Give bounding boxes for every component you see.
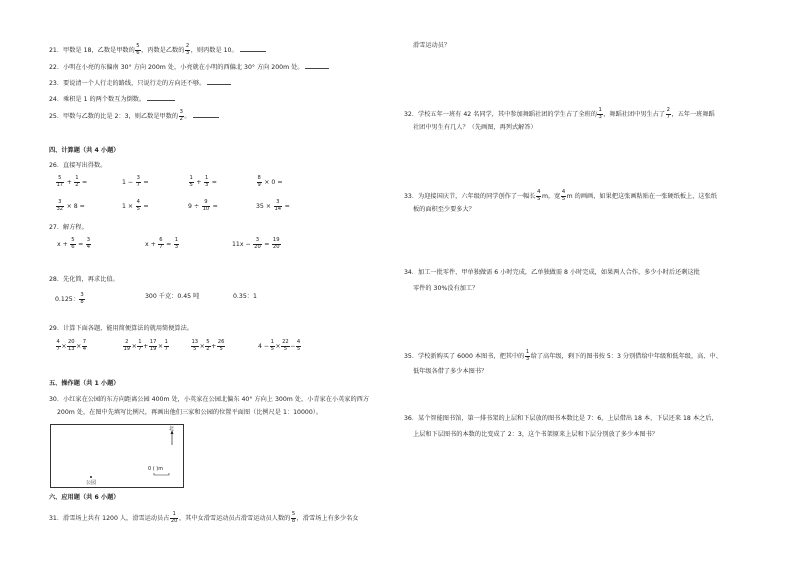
- ratio-item: 0.35：1: [233, 293, 257, 300]
- question-33-line1: 33．为迎接国庆节，六年级的同学创作了一幅长 $\frac{4}{5}$ m，宽 $\frac{4}{5}$ m 的画画，如果把这张画粘贴在一张硬纸板上，这张纸: [404, 189, 717, 202]
- map-svg: [51, 425, 183, 487]
- calc-item: 1 × $\frac{4}{5}$ =: [122, 199, 149, 212]
- answer-blank[interactable]: [240, 45, 266, 52]
- calc-item: $\frac{2}{19}$ × $\frac{1}{7}$ + $\frac{17}{19}$ × $\frac{1}{7}$: [123, 339, 168, 352]
- question-34-line1: 34．加工一批零件，甲单独做需 6 小时完成，乙单独做需 8 小时完成，如果两人合作，多少小时后还剩这批: [404, 269, 700, 276]
- question-31: 31．滑雪场上共有 1200 人，滑雪运动员占 $\frac{1}{20}$ ，其中女滑雪运动员占滑雪运动员人数的 $\frac{5}{8}$ ，滑雪场上有多少名女: [49, 511, 359, 524]
- section-heading-4: 四、计算题（共 4 小题）: [49, 147, 120, 154]
- question-27: 27．解方程。: [49, 224, 88, 231]
- answer-blank[interactable]: [193, 111, 219, 118]
- question-30-line2: 200m 处，在图中先填写比例尺，再画出他们三家和公园的位置平面图（比例尺是 1：10000）。: [57, 409, 323, 416]
- question-35-line2: 低年级各借了多少本图书？: [413, 368, 488, 375]
- scale-bar: [154, 473, 169, 475]
- question-36-line1: 36．某个智能图书馆，第一排书架的上层和下层放的图书本数比是 7：6，上层借出 18 本，下层还来 18 本之后，: [404, 415, 718, 422]
- calc-item: 9 ÷ $\frac{9}{10}$ =: [188, 199, 218, 212]
- park-label: 公园: [86, 480, 97, 486]
- question-22: 22．小明在小亮的东偏南 30° 方向 200m 处，小亮就在小明的西偏北 30° 方向 200m 处。: [49, 62, 329, 72]
- question-32-line1: 32．学校五年一班有 42 名同学，其中参加舞蹈社团的学生占了全班的 $\frac{1}{3}$ ，舞蹈社团中男生占了 $\frac{2}{7}$ ，五年一班舞蹈: [404, 107, 715, 120]
- question-29: 29．计算下面各题，能用简便算法的就用简便算法。: [49, 325, 193, 332]
- fraction: $\frac{5}{6}$: [136, 43, 140, 56]
- section-heading-6: 六、应用题（共 6 小题）: [49, 494, 120, 501]
- question-23: 23．要说清一个人行走的路线，只说行走的方向还不够。: [49, 78, 231, 88]
- question-33-line2: 板的面积至少要多大？: [413, 206, 475, 213]
- question-31-continued: 滑雪运动员？: [413, 42, 451, 49]
- north-label: 北: [169, 426, 175, 432]
- question-34-line2: 零件的 30%没有加工？: [413, 285, 479, 292]
- equation: x + $\frac{5}{6}$ = $\frac{3}{4}$: [57, 237, 91, 250]
- equation: 11x − $\frac{3}{20}$ = $\frac{19}{20}$: [232, 237, 280, 250]
- answer-blank[interactable]: [147, 94, 175, 101]
- question-24: 24．乘积是 1 的两个数互为倒数。: [49, 94, 175, 104]
- calc-item: 4 − $\frac{1}{5}$ × $\frac{22}{5}$ − $\frac{4}{5}$: [258, 339, 301, 352]
- question-25: 25．甲数与乙数的比是 2：3，则乙数是甲数的 $\frac{3}{2}$ 。: [49, 110, 219, 122]
- calc-item: $\frac{4}{7}$ × $\frac{20}{13}$ × $\frac{7}{4}$: [56, 339, 87, 352]
- question-36-line2: 上层和下层图书的本数的比变成了 2：3，这个书架原来上层和下层分别放了多少本图书？: [413, 431, 658, 438]
- calc-item: $\frac{5}{17}$ + $\frac{1}{2}$ =: [56, 175, 88, 188]
- question-21: 21．甲数是 18，乙数是甲数的 $\frac{5}{6}$ ，丙数是乙数的 $\frac{2}{3}$ ，则丙数是 10。: [49, 44, 266, 56]
- question-32-line2: 社团中男生有几人？（先画图，再列式解答）: [413, 124, 537, 131]
- calc-item: 1 − $\frac{3}{7}$ =: [122, 175, 149, 188]
- calc-item: $\frac{13}{5}$ × $\frac{5}{2}$ + $\frac{26}{5}$: [191, 339, 225, 352]
- question-26: 26．直接写出得数。: [49, 162, 107, 169]
- question-28: 28．先化简，再求比值。: [49, 276, 119, 283]
- calc-item: 35 × $\frac{3}{14}$ =: [256, 199, 290, 212]
- section-heading-5: 五、操作题（共 1 小题）: [49, 380, 120, 387]
- question-35-line1: 35．学校新购买了 6000 本图书，把其中的 $\frac{1}{3}$ 给了高年级，剩下的图书按 5：3 分别借给中年级和低年级，高、中、: [404, 349, 722, 362]
- answer-blank[interactable]: [207, 78, 231, 85]
- map-drawing-area[interactable]: [50, 424, 184, 488]
- ratio-item: 0.125： $\frac{3}{8}$: [55, 292, 84, 305]
- scale-label: 0 ( )m: [148, 466, 164, 472]
- answer-blank[interactable]: [305, 62, 329, 69]
- ratio-item: 300 千克：0.45 吨: [145, 293, 200, 300]
- equation: x + $\frac{6}{7}$ = $\frac{1}{3}$: [145, 237, 179, 250]
- question-30-line1: 30．小红家在公园的东方向距离公园 400m 处，小英家在公园北偏东 40° 方向上 300m 处，小青家在小英家的西方: [49, 396, 370, 403]
- fraction: $\frac{3}{2}$: [179, 109, 183, 122]
- fraction: $\frac{2}{3}$: [185, 43, 190, 56]
- calc-item: $\frac{1}{5}$ + $\frac{1}{3}$ =: [189, 175, 217, 188]
- calc-item: $\frac{8}{9}$ × 0 =: [257, 175, 283, 188]
- calc-item: $\frac{3}{32}$ × 8 =: [56, 199, 85, 212]
- park-point: [90, 476, 92, 478]
